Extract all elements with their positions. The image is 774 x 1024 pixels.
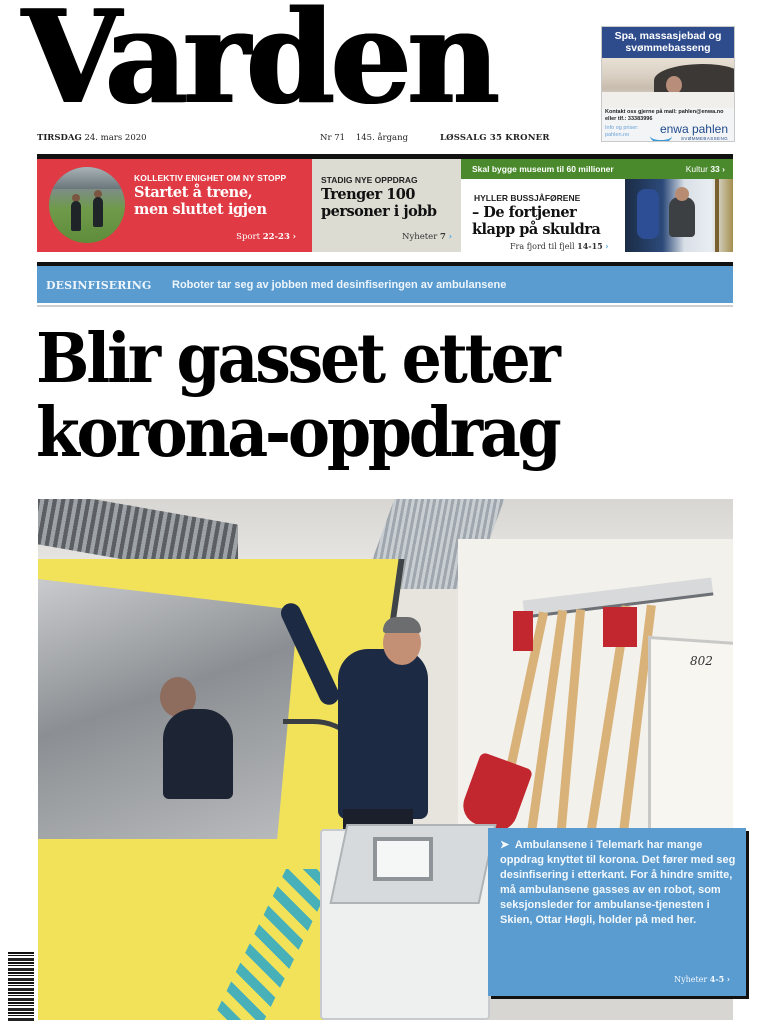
promo-title-line2: men sluttet igjen bbox=[134, 201, 267, 218]
ref-section: Nyheter bbox=[402, 232, 438, 242]
bus-driver-head bbox=[675, 187, 689, 201]
chevron-right-icon: › bbox=[605, 241, 609, 251]
promo-page-ref[interactable] bbox=[686, 164, 725, 174]
promo-fjord[interactable] bbox=[461, 179, 733, 252]
chevron-right-icon: › bbox=[726, 974, 730, 984]
ref-section: Nyheter bbox=[674, 975, 708, 984]
caption-text bbox=[500, 838, 736, 928]
ref-pages: 22-23 bbox=[262, 232, 290, 242]
promo-kicker: STADIG NYE OPPDRAG bbox=[321, 175, 418, 185]
ref-pages: 14-15 bbox=[577, 241, 603, 251]
dateline-issue bbox=[320, 133, 408, 143]
paramedic-body bbox=[338, 649, 428, 819]
promo-kicker: KOLLEKTIV ENIGHET OM NY STOPP bbox=[134, 173, 287, 183]
ref-section: Kultur bbox=[685, 164, 708, 174]
ad-brand bbox=[660, 123, 728, 141]
runner bbox=[71, 201, 81, 231]
chevron-right-icon: › bbox=[448, 232, 452, 242]
banner-text: Roboter tar seg av jobben med desinfiseringen av ambulansene bbox=[172, 279, 507, 291]
arrow-right-icon: ➤ bbox=[500, 839, 510, 851]
spa-advertisement[interactable] bbox=[601, 26, 735, 142]
chevron-right-icon: › bbox=[292, 232, 296, 242]
ref-pages: 4-5 bbox=[709, 974, 725, 984]
promo-culture[interactable] bbox=[461, 159, 733, 179]
ad-photo bbox=[602, 58, 734, 108]
ref-section: Fra fjord til fjell bbox=[510, 242, 575, 251]
banner-label: DESINFISERING bbox=[46, 279, 152, 292]
ad-link-line1: Info og priser: bbox=[605, 125, 639, 131]
shovel-grip bbox=[513, 611, 533, 651]
dateline-date bbox=[37, 133, 147, 143]
promo-news[interactable] bbox=[308, 159, 461, 252]
headline-line1: Blir gasset etter bbox=[36, 319, 558, 399]
promo-title-line2: personer i jobb bbox=[321, 203, 437, 220]
promo-title bbox=[472, 204, 600, 238]
dateline-day: TIRSDAG bbox=[37, 133, 82, 143]
bus-window-frame bbox=[715, 179, 719, 252]
promo-title: Skal bygge museum til 60 millioner bbox=[472, 164, 614, 174]
reflection-body bbox=[163, 709, 233, 799]
ad-brand-sub: SVØMMEBASSENG bbox=[681, 136, 728, 141]
newspaper-logo: Varden bbox=[22, 0, 496, 133]
ad-headline-line1: Spa, massasjebad og bbox=[614, 30, 722, 42]
stadium-stand bbox=[49, 167, 125, 189]
banner-underline bbox=[37, 305, 733, 307]
dateline-date-text: 24. mars 2020 bbox=[84, 133, 147, 143]
ref-pages: 7 bbox=[439, 232, 446, 242]
ad-bottom bbox=[602, 123, 734, 142]
ad-contact bbox=[602, 108, 734, 123]
caption-body: Ambulansene i Telemark har mange oppdrag knyttet til korona. Det fører med seg desinfisering i etterkant. For å hindre smitte, må ambulansene gasses av en robot, som seksjonsleder for ambulanse-tjenesten i Skien, Ottar Høgli, holder på med her. bbox=[500, 839, 736, 926]
promo-title bbox=[134, 184, 267, 218]
barcode bbox=[8, 952, 34, 1022]
runner bbox=[93, 197, 103, 227]
ref-section: Sport bbox=[236, 232, 260, 242]
price: LØSSALG 35 KRONER bbox=[440, 133, 550, 143]
teaser-banner[interactable] bbox=[37, 266, 733, 303]
promo-kicker: HYLLER BUSSJÅFØRENE bbox=[474, 193, 581, 203]
promo-title-line1: Trenger 100 bbox=[321, 186, 415, 203]
robot-screen bbox=[373, 837, 433, 881]
bus-seat bbox=[637, 189, 659, 239]
issue-number: Nr 71 bbox=[320, 133, 346, 143]
promo-page-ref[interactable] bbox=[510, 241, 609, 251]
paramedic-hair bbox=[383, 617, 421, 633]
photo-caption[interactable] bbox=[488, 828, 746, 996]
ad-brand-name: enwa pahlen bbox=[659, 122, 728, 136]
ad-headline-line2: svømmebasseng bbox=[625, 42, 711, 54]
promo-title-line1: Startet å trene, bbox=[134, 184, 253, 201]
main-headline[interactable] bbox=[36, 319, 687, 473]
promo-page-ref[interactable] bbox=[402, 232, 452, 242]
bus-photo bbox=[625, 179, 733, 252]
ad-contact-line1: Kontakt oss gjerne på mail: pahlen@enwa.no bbox=[605, 109, 724, 115]
ad-water bbox=[602, 92, 734, 108]
whiteboard-text: 802 bbox=[690, 654, 713, 668]
ad-contact-line2: eller tlf.: 33383996 bbox=[605, 116, 653, 122]
bus-driver bbox=[669, 197, 695, 237]
ad-headline bbox=[602, 27, 734, 58]
promo-title-line1: – De fortjener bbox=[472, 204, 577, 221]
volume: 145. årgang bbox=[355, 133, 409, 143]
promo-page-ref[interactable] bbox=[236, 232, 296, 242]
ad-link[interactable] bbox=[605, 125, 647, 139]
promo-title-line2: klapp på skuldra bbox=[472, 221, 601, 238]
ad-link-line2: pahlen.no bbox=[605, 132, 630, 138]
ad-hill bbox=[654, 64, 734, 94]
masthead bbox=[22, 0, 542, 133]
promo-title bbox=[321, 186, 437, 220]
headline-line2: korona-oppdrag bbox=[36, 393, 559, 473]
chevron-right-icon: › bbox=[722, 164, 725, 174]
ref-pages: 33 bbox=[710, 164, 720, 174]
shovel-grip bbox=[603, 607, 637, 647]
promo-sport[interactable] bbox=[37, 159, 308, 252]
sport-photo bbox=[49, 167, 125, 243]
caption-page-ref[interactable] bbox=[674, 974, 730, 984]
